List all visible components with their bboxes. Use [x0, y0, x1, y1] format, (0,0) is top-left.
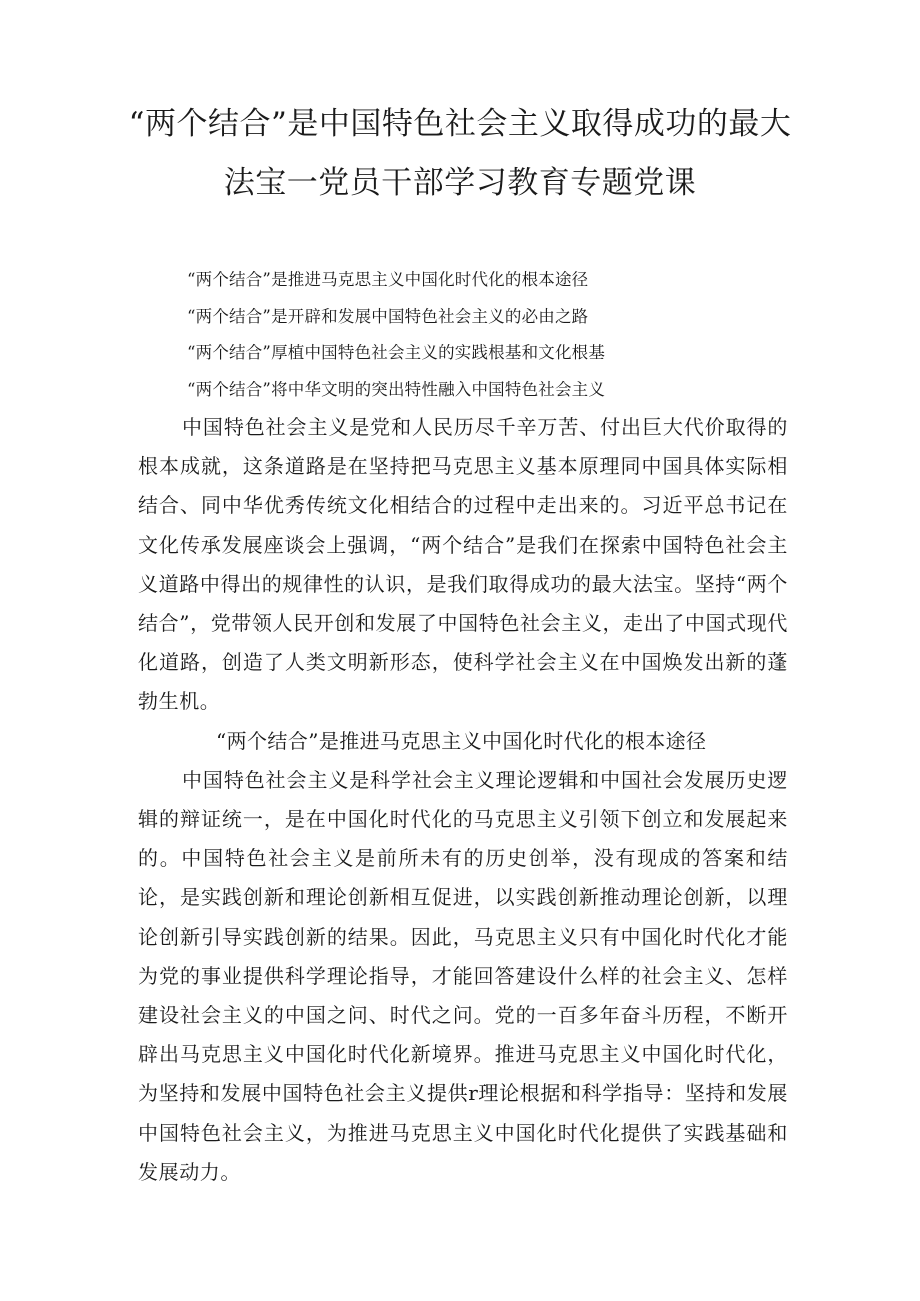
document-body	[138, 408, 788, 1192]
outline-item: “两个结合”是推进马克思主义中国化时代化的根本途径	[187, 270, 589, 289]
document-title-line-2: 法宝一党员干部学习教育专题党课	[223, 165, 697, 201]
section-paragraph: 中国特色社会主义是科学社会主义理论逻辑和中国社会发展历史逻辑的辩证统一，是在中国化时代化的马克思主义引领下创立和发展起来的。中国特色社会主义是前所未有的历史创举，没有现成的答案和结论，是实践创新和理论创新相互促进，以实践创新推动理论创新，以理论创新引导实践创新的结果。因此，马克思主义只有中国化时代化才能为党的事业提供科学理论指导，才能回答建设什么样的社会主义、怎样建设社会主义的中国之问、时代之问。党的一百多年奋斗历程，不断开辟出马克思主义中国化时代化新境界。推进马克思主义中国化时代化，为坚持和发展中国特色社会主义提供r理论根据和科学指导：坚持和发展中国特色社会主义，为推进马克思主义中国化时代化提供了实践基础和发展动力。	[138, 767, 788, 1184]
document-title-line-1: “两个结合”是中国特色社会主义取得成功的最大	[128, 106, 792, 142]
outline-item: “两个结合”是开辟和发展中国特色社会主义的必由之路	[187, 306, 589, 326]
section-heading: “两个结合”是推进马克思主义中国化时代化的根本途径	[216, 728, 707, 753]
outline-item: “两个结合”将中华文明的突出特性融入中国特色社会主义	[187, 379, 606, 399]
outline-item: “两个结合”厚植中国特色社会主义的实践根基和文化根基	[187, 343, 606, 362]
intro-paragraph: 中国特色社会主义是党和人民历尽千辛万苦、付出巨大代价取得的根本成就，这条道路是在坚持把马克思主义基本原理同中国具体实际相结合、同中华优秀传统文化相结合的过程中走出来的。习近平总书记在文化传承发展座谈会上强调，“两个结合”是我们在探索中国特色社会主义道路中得出的规律性的认识，是我们取得成功的最大法宝。坚持“两个结合”，党带领人民开创和发展了中国特色社会主义，走出了中国式现代化道路，创造了人类文明新形态，使科学社会主义在中国焕发出新的蓬勃生机。	[138, 415, 788, 714]
outline-list	[187, 262, 807, 408]
